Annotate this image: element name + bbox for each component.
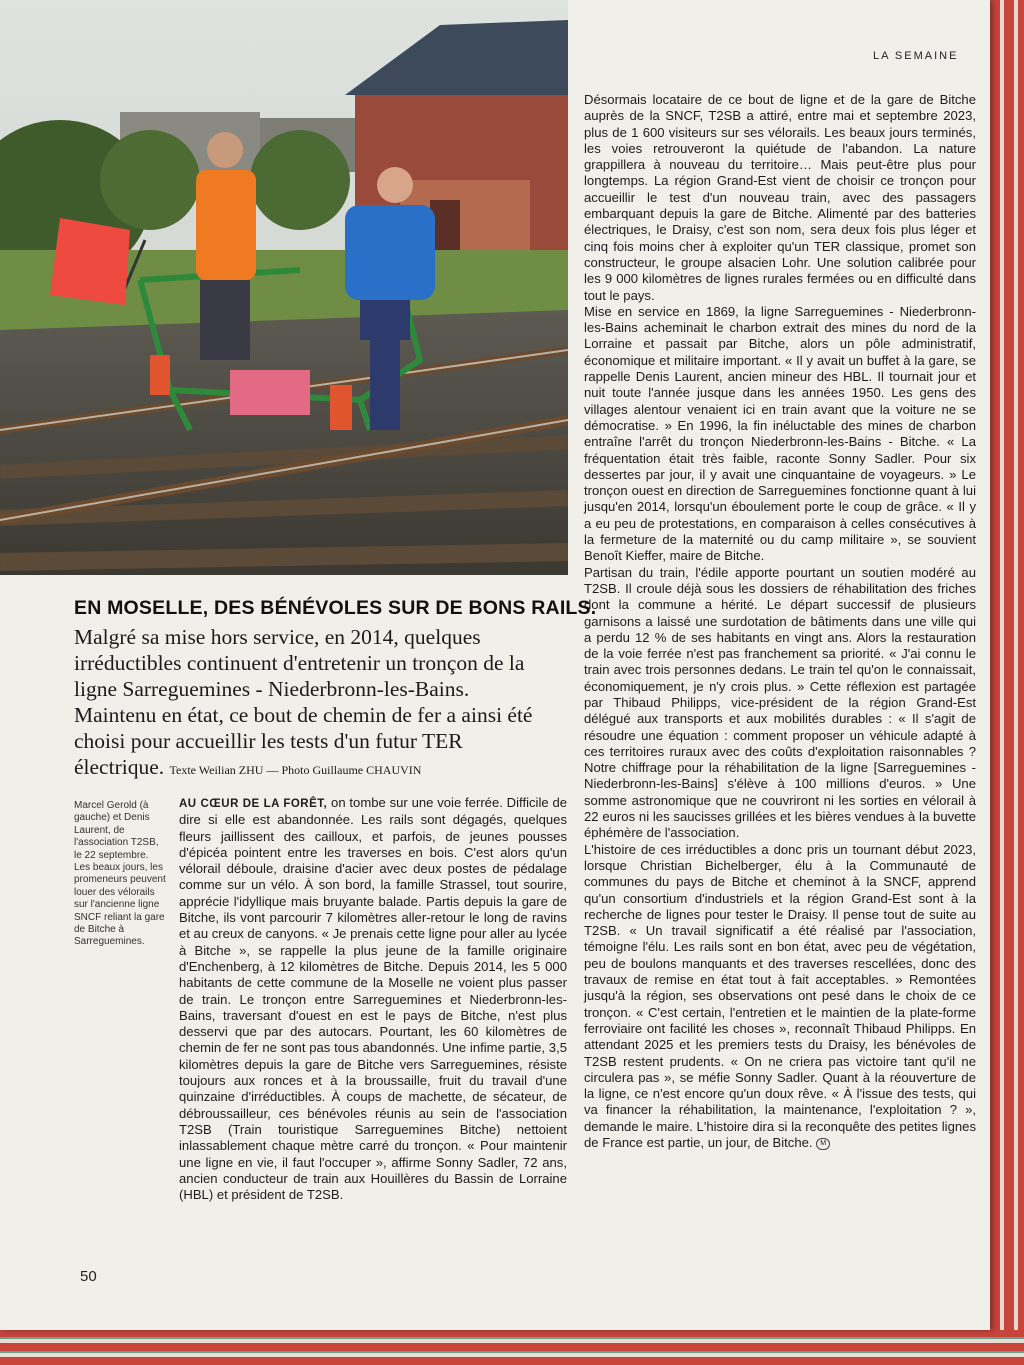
end-mark-icon: M <box>816 1138 830 1150</box>
page-number: 50 <box>80 1268 97 1285</box>
deck <box>74 624 554 783</box>
velorail-photo-illustration <box>0 0 568 575</box>
tablecloth-stripe-bottom <box>0 1330 1024 1365</box>
paragraph-text: on tombe sur une voie ferrée. Difficile de dire si elle est abandonnée. Les rails sont dégagés, quelques fleurs jaillissent des cailloux, et parfois, de jeunes pousses d'épicéa pointent entre les traverses en bois. C'est alors qu'un vélorail déboule, draisine d'acier avec deux postes de pédalage comme sur un vélo. À son bord, la famille Strassel, tout sourire, apprécie l'idyllique mais bruyante balade. Partis depuis la gare de Bitche, ils vont parcourir 7 kilomètres aller-retour le long de ravins et au creux de canyons. « Je prenais cette ligne pour aller au lycée à Bitche », se rappelle la plus jeune de la famille originaire d'Enchenberg, à 12 kilomètres de Bitche. Depuis 2014, les 5 000 habitants de cette commune de la Moselle ne voient plus passer de train. Le tronçon entre Sarreguemines et Niederbronn-les-Bains, traversant d'ouest en est le pays de Bitche, n'est plus desservi que par des autocars. Pourtant, les 60 kilomètres de chemin de fer ne sont pas tous abandonnés. Une infime partie, 3,5 kilomètres depuis la gare de Bitche vers Sarreguemines, résiste toujours aux ronces et à la broussaille, fruit du travail d'une quinzaine d'irréductibles. À coups de machette, de sécateur, de débroussailleur, ces bénévoles réunis au sein de l'association T2SB (Train touristique Sarreguemines Bitche) nettoient inlassablement chaque mètre carré du tronçon. « Pour maintenir une ligne en vie, il faut l'occuper », affirme Sonny Sadler, 72 ans, ancien conducteur de train aux Houillères du Bassin de Lorraine (HBL) et président de T2SB. <box>179 795 568 1203</box>
article-right-column <box>584 92 976 1151</box>
photo-caption: Marcel Gerold (à gauche) et Denis Laurent, de l'association T2SB, le 22 septembre. Les beaux jours, les promeneurs peuvent louer des vélorails sur l'ancienne ligne SNCF reliant la gare de Bitche à Sarreguemines. <box>74 800 166 948</box>
paragraph: Partisan du train, l'édile apporte pourtant un soutien modéré au T2SB. Il croule déjà sous les dossiers de réhabilitation des friches dont la commune a hérité. Le départ successif de plusieurs garnisons a laissé une surdotation de bâtiments dans une ville qui a perdu 12 % de ses habitants en vingt ans. Alors la restauration de la voie ferrée n'est pas franchement sa priorité. « J'ai connu le train avec trois personnes dedans. Le train tel qu'on le connaissait, économiquement, je n'y crois plus. » Cette réflexion est partagée par Thibaud Philipps, vice-président de la région Grand-Est délégué aux transports et aux mobilités durables : « Il s'agit de résoudre une équation : comment proposer un véhicule adapté à ces territoires ruraux avec des coûts d'exploitation raisonnables ? Notre chiffrage pour la réhabilitation de la ligne [Sarreguemines - Niederbronn-les-Bains] s'élève à 100 millions d'euros. » Une somme astronomique que ne couvriront ni les sorties en vélorail à 22 euros ni les saucisses grillées et les bières vendues à la buvette éphémère de l'association. <box>584 564 976 841</box>
byline: Texte Weilian ZHU — Photo Guillaume CHAUVIN <box>169 763 422 777</box>
deck-text: Malgré sa mise hors service, en 2014, quelques irréductibles continuent d'entretenir un tronçon de la ligne Sarreguemines - Niederbronn-les-Bains. Maintenu en état, ce bout de chemin de fer a ainsi été choisi pour accueillir les tests d'un futur TER électrique. <box>74 625 533 779</box>
section-label: LA SEMAINE <box>873 50 959 62</box>
paragraph <box>179 795 567 1203</box>
paragraph <box>584 842 976 1152</box>
article-photo <box>0 0 568 575</box>
paragraph: Mise en service en 1869, la ligne Sarreguemines - Niederbronn-les-Bains acheminait le charbon extrait des mines du nord de la Lorraine et passait par Bitche, alors un pôle administratif, économique et militaire important. « Il y avait un buffet à la gare, se rappelle Denis Laurent, ancien mineur des HBL. Il tournait jour et nuit toute l'année jusque dans les années 1950. Les gens des villages alentour venaient ici en train avant que la voiture ne se démocratise. » En 1996, la fin inéluctable des mines de charbon entraîne l'arrêt du tronçon Niederbronn-les-Bains - Bitche. « La fréquentation était très faible, raconte Sonny Sadler. Pour six dessertes par jour, il y avait une cinquantaine de voyageurs. » Le tronçon ouest en direction de Sarreguemines fonctionne quant à lui jusqu'en 2014, lorsqu'un éboulement porte le coup de grâce. « Il y a eu peu de protestations, en comparaison à celles consécutives à la fermeture de la maternité ou du camp militaire », se souvient Benoît Kieffer, maire de Bitche. <box>584 303 976 564</box>
paragraph: Désormais locataire de ce bout de ligne et de la gare de Bitche auprès de la SNCF, T2SB a attiré, entre mai et septembre 2023, plus de 1 600 visiteurs sur ses vélorails. Les beaux jours terminés, les voies retrouveront la quiétude de l'abandon. La nature grappillera à nouveau du territoire… Mais peut-être plus pour longtemps. La région Grand-Est vient de choisir ce tronçon pour accueillir le test d'un nouveau train, avec des passagers embarquant depuis la gare de Bitche. Alimenté par des batteries électriques, le Draisy, c'est son nom, sera deux fois plus léger et cinq fois moins cher à exploiter qu'un TER classique, promet son constructeur, le groupe alsacien Lohr. Une solution calibrée pour les 9 000 kilomètres de lignes rurales fermées ou en difficulté dans tout le pays. <box>584 92 976 303</box>
lead-in: AU CŒUR DE LA FORÊT, <box>179 798 328 810</box>
tablecloth-stripe <box>990 0 1024 1365</box>
article-body-column <box>179 795 567 1203</box>
paragraph-text: L'histoire de ces irréductibles a donc pris un tournant début 2023, lorsque Christian Bichelberger, élu à la Communauté de communes du pays de Bitche et cheminot à la SNCF, apprend qu'un consortium d'industriels et la région Grand-Est sont à la recherche de lignes pour tester le Draisy. Il pense tout de suite au T2SB. « Un travail significatif a été réalisé par l'association, témoigne l'élu. Les rails sont en bon état, avec peu de végétation, peu de boulons manquants et des traverses rescellées, donc des travaux de remise en état tout à fait acceptables. » Remontées jusqu'à la région, ses observations ont pesé dans le choix de ce tronçon. « C'est certain, l'entretien et le maintien de la plate-forme ferroviaire ont facilité les choses », reconnaît Thibaud Philipps. En attendant 2025 et les premiers tests du Draisy, les bénévoles de T2SB restent prudents. « On ne criera pas victoire tant qu'il ne circulera pas », se méfie Sonny Sadler. Quant à la réouverture de la ligne, ce n'est encore qu'un doux rêve. « À l'issue des tests, qui va financer la réhabilitation, la maintenance, l'exploitation ? », demande le maire. L'histoire dira si la reconquête des petites lignes de France est partie, un jour, de Bitche. <box>584 841 976 1150</box>
headline: EN MOSELLE, DES BÉNÉVOLES SUR DE BONS RAILS. <box>74 597 597 619</box>
